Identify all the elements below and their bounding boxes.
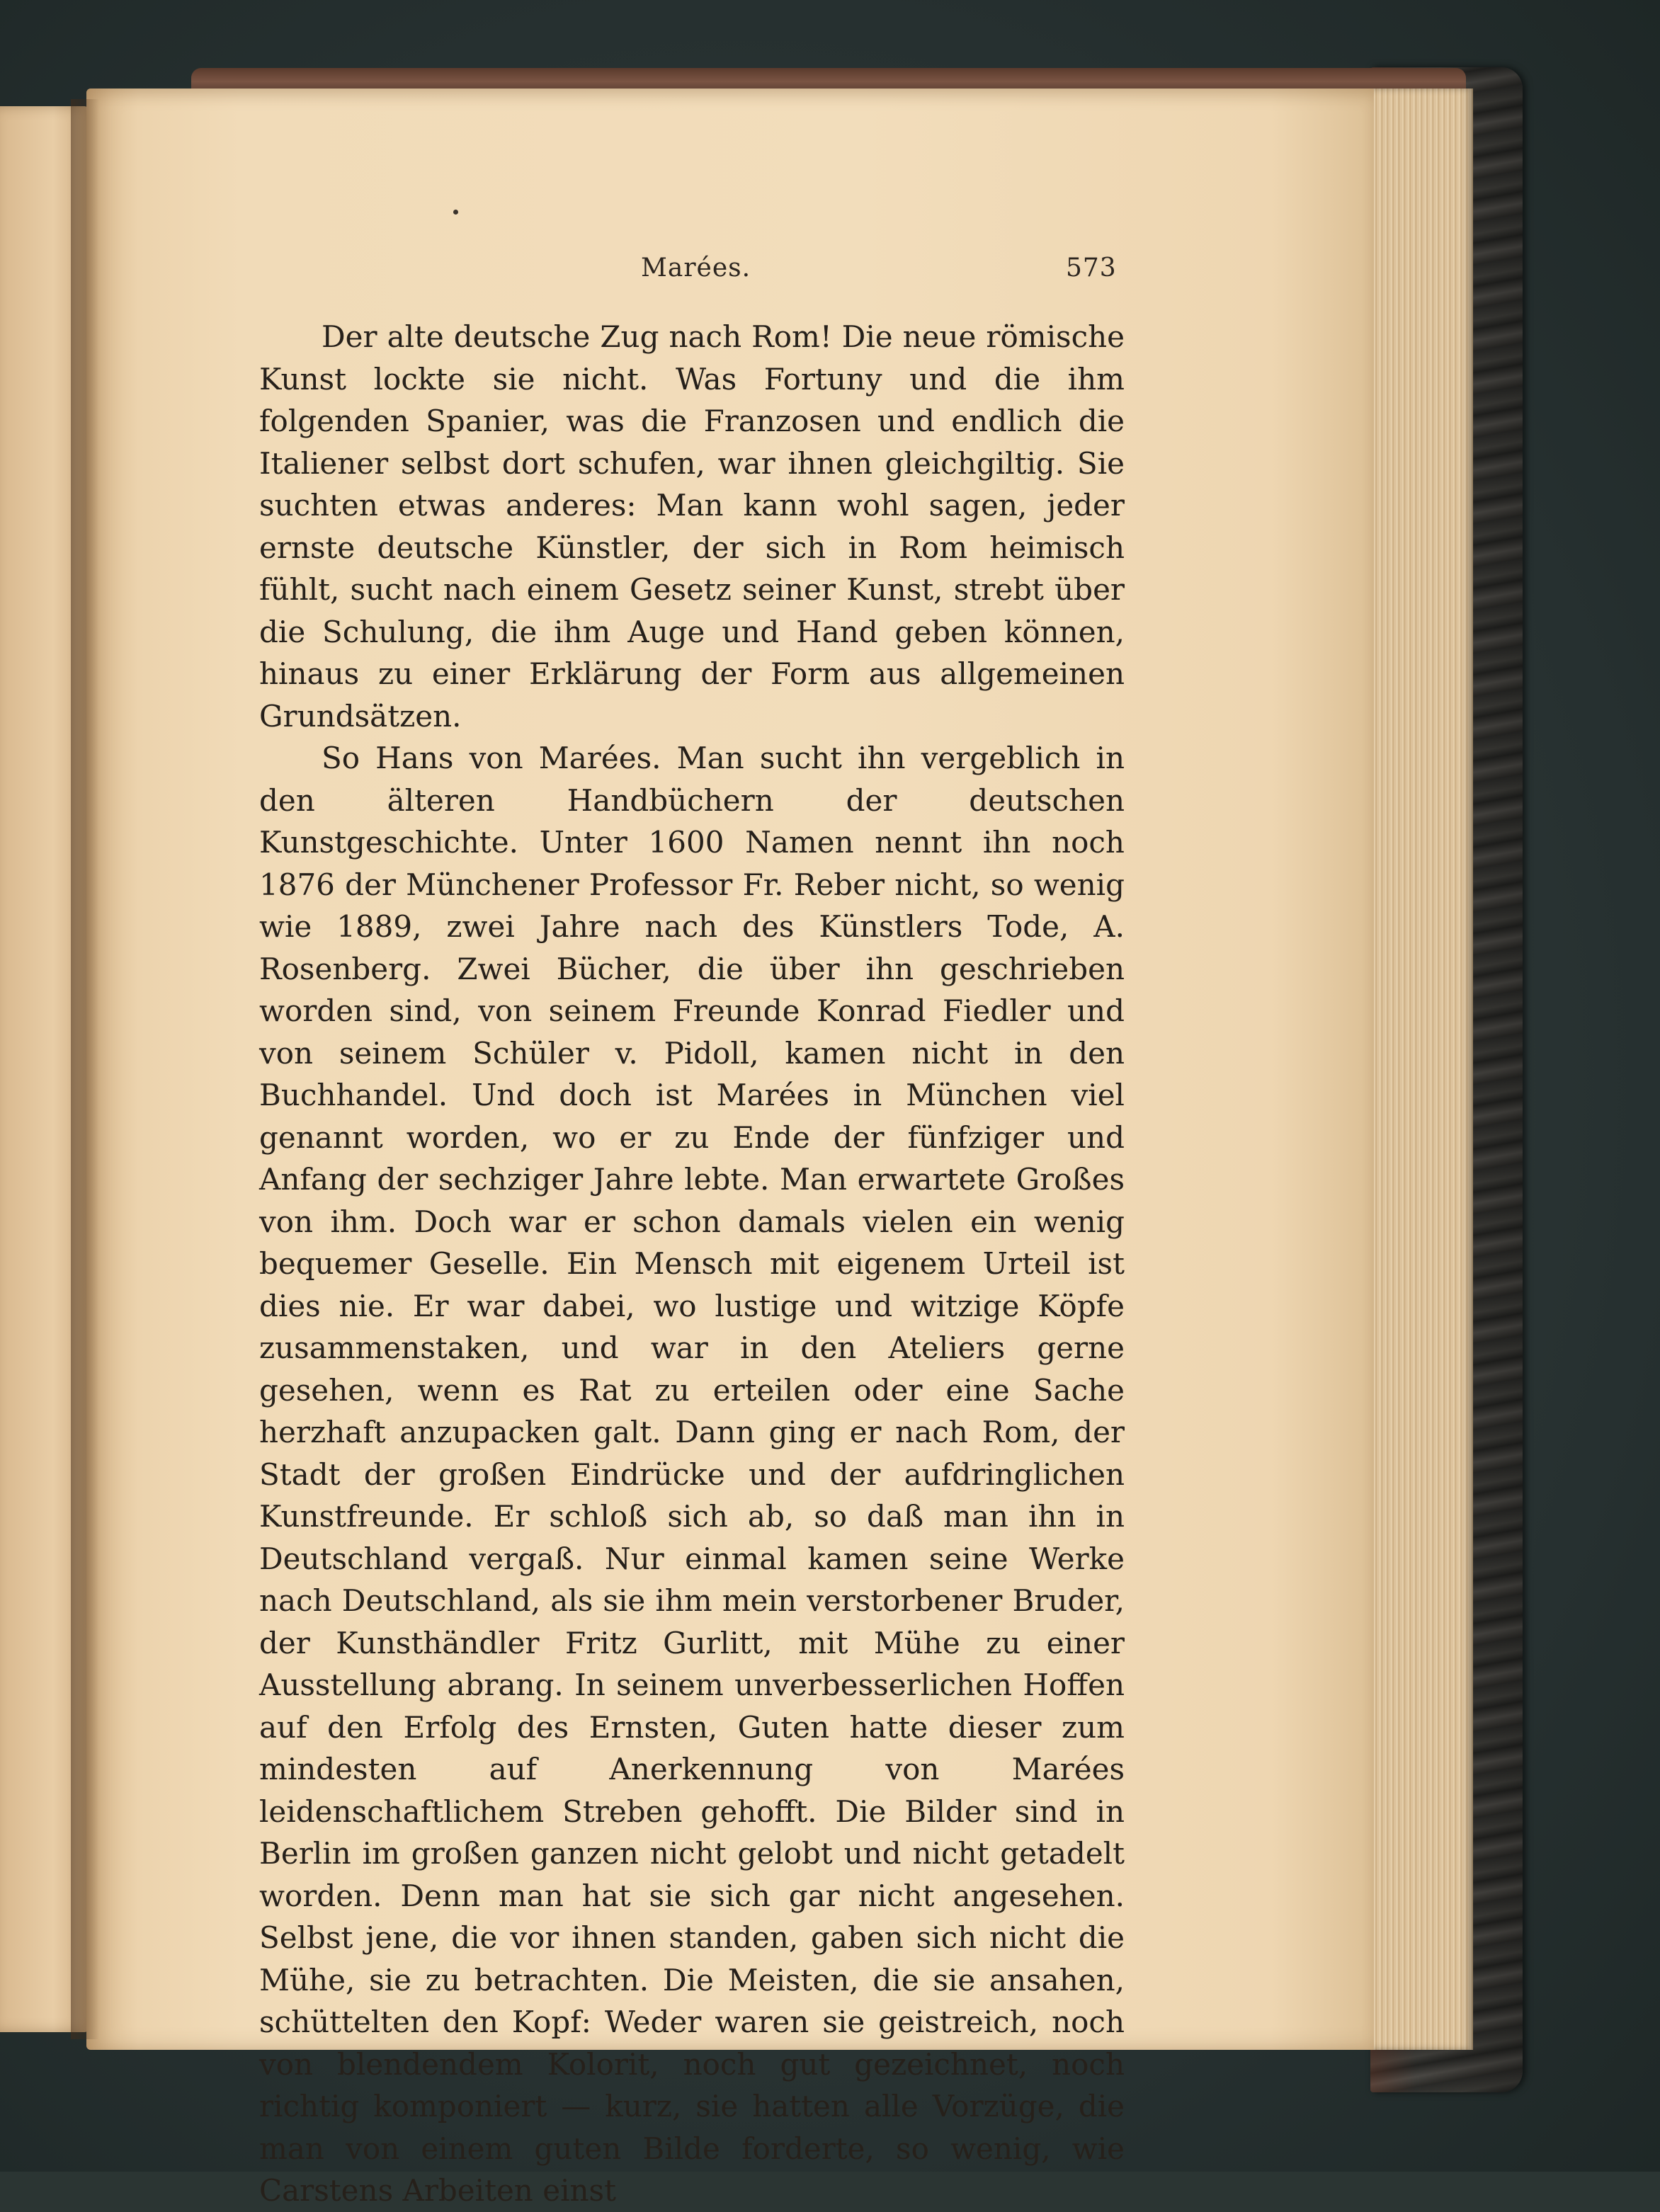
page-number: 573 bbox=[1066, 253, 1117, 283]
ink-speck bbox=[453, 210, 458, 215]
running-head: Marées. bbox=[641, 253, 751, 283]
body-text bbox=[259, 316, 1125, 2212]
paragraph: So Hans von Marées. Man sucht ihn vergeblich in den älteren Handbüchern der deutschen Kunstgeschichte. Unter 1600 Namen nennt ihn noch 1876 der Münchener Professor Fr. Reber nicht, so wenig wie 1889, zwei Jahre nach des Künstlers Tode, A. Rosenberg. Zwei Bücher, die über ihn geschrieben worden sind, von seinem Freunde Konrad Fiedler und von seinem Schüler v. Pidoll, kamen nicht in den Buchhandel. Und doch ist Marées in München viel genannt worden, wo er zu Ende der fünfziger und Anfang der sechziger Jahre lebte. Man erwartete Großes von ihm. Doch war er schon damals vielen ein wenig bequemer Geselle. Ein Mensch mit eigenem Urteil ist dies nie. Er war dabei, wo lustige und witzige Köpfe zusammenstaken, und war in den Ateliers gerne gesehen, wenn es Rat zu erteilen oder eine Sache herzhaft anzupacken galt. Dann ging er nach Rom, der Stadt der großen Eindrücke und der aufdringlichen Kunstfreunde. Er schloß sich ab, so daß man ihn in Deutschland vergaß. Nur einmal kamen seine Werke nach Deutschland, als sie ihm mein verstorbener Bruder, der Kunsthändler Fritz Gurlitt, mit Mühe zu einer Ausstellung abrang. In seinem unverbesserlichen Hoffen auf den Erfolg des Ernsten, Guten hatte dieser zum mindesten auf Anerkennung von Marées leidenschaftlichem Streben gehofft. Die Bilder sind in Berlin im großen ganzen nicht gelobt und nicht getadelt worden. Denn man hat sie sich gar nicht angesehen. Selbst jene, die vor ihnen standen, gaben sich nicht die Mühe, sie zu betrachten. Die Meisten, die sie ansahen, schüttelten den Kopf: Weder waren sie geistreich, noch von blendendem Kolorit, noch gut gezeichnet, noch richtig komponiert — kurz, sie hatten alle Vorzüge, die man von einem guten Bilde forderte, so wenig, wie Carstens Arbeiten einst bbox=[259, 741, 1125, 2208]
gutter-shadow bbox=[71, 99, 99, 2039]
paragraph: Der alte deutsche Zug nach Rom! Die neue römische Kunst lockte sie nicht. Was Fortuny und die ihm folgenden Spanier, was die Franzosen und endlich die Italiener selbst dort schufen, war ihnen gleichgiltig. Sie suchten etwas anderes: Man kann wohl sagen, jeder ernste deutsche Künstler, der sich in Rom heimisch fühlt, sucht nach einem Gesetz seiner Kunst, strebt über die Schulung, die ihm Auge und Hand geben können, hinaus zu einer Erklärung der Form aus allgemeinen Grundsätzen. bbox=[259, 319, 1125, 734]
page-edges bbox=[1367, 89, 1473, 2050]
